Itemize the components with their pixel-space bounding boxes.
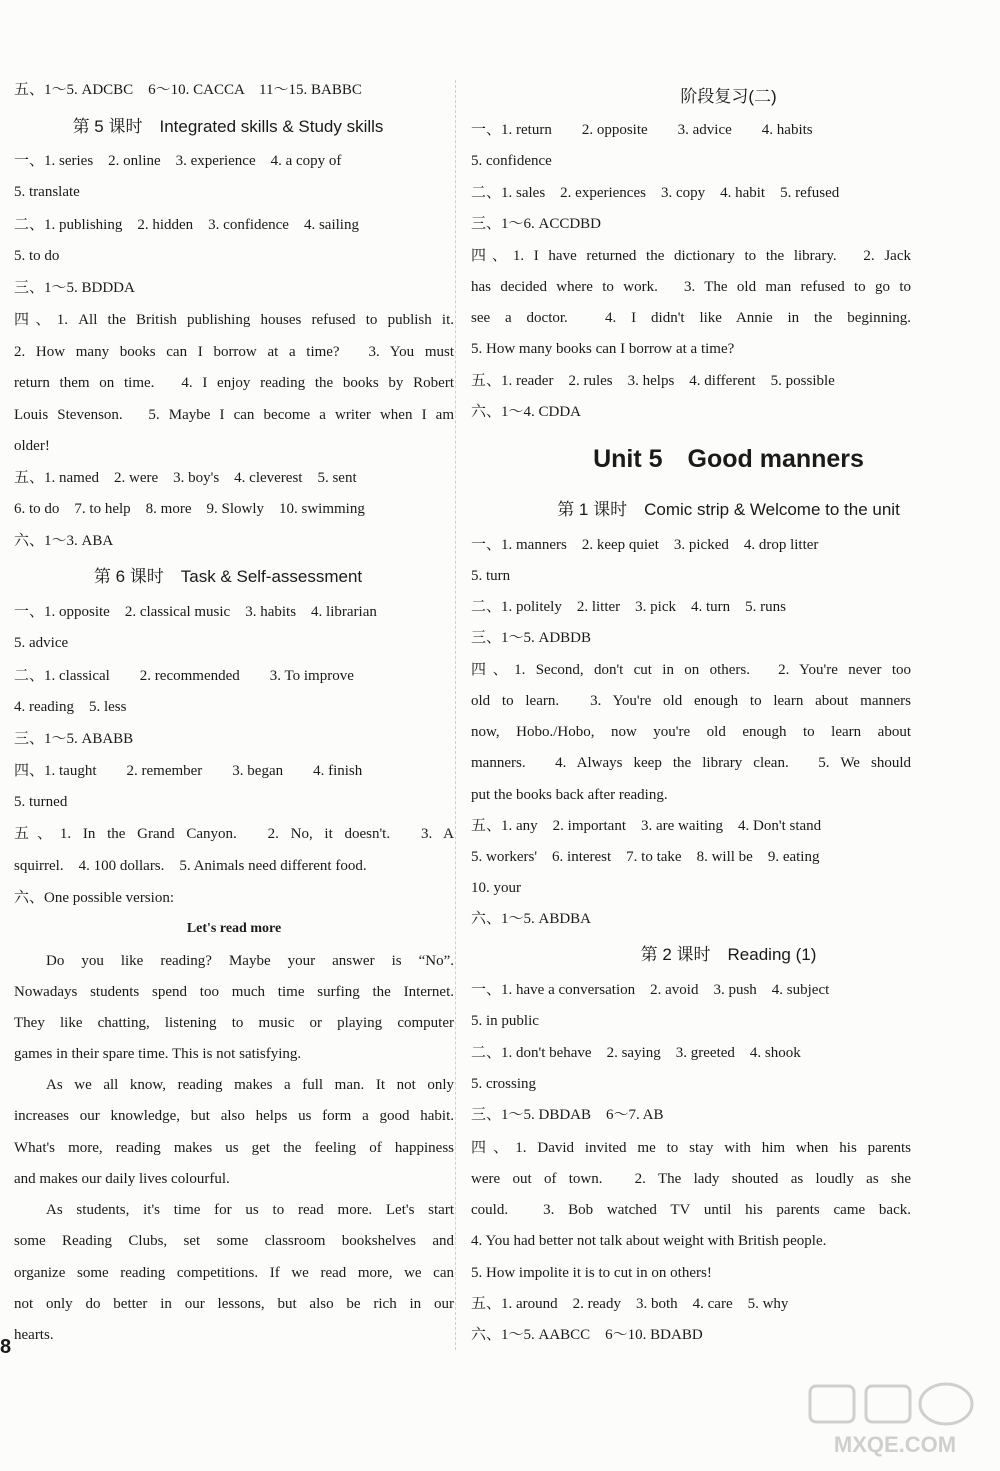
answer-line: 六、One possible version: (14, 890, 174, 906)
answer-line: 五、1. reader 2. rules 3. helps 4. different 5. possible (471, 373, 835, 389)
answer-line: 6. to do 7. to help 8. more 9. Slowly 10. swimming (14, 501, 365, 517)
answer-line: 六、1～5. ABDBA (471, 911, 592, 927)
answer-line: older! (14, 438, 50, 454)
answer-line: 三、1～5. ABABB (14, 731, 134, 747)
page-number: 8 (0, 1336, 12, 1358)
answer-line: 5. translate (14, 184, 80, 200)
answer-line: were out of town. 2. The lady shouted as loudly as she (471, 1171, 911, 1187)
answer-line: 五、1～5. ADCBC 6～10. CACCA 11～15. BABBC (14, 82, 362, 98)
answer-line: What's more, reading makes us get the feeling of happiness (14, 1140, 454, 1156)
answer-line: 三、1～6. ACCDBD (471, 216, 602, 232)
answer-line: old to learn. 3. You're old enough to learn about manners (471, 693, 911, 709)
answer-line: 四、1. taught 2. remember 3. began 4. finish (14, 763, 363, 779)
watermark-logo (800, 1380, 990, 1460)
answer-line: 4. reading 5. less (14, 699, 127, 715)
answer-line: 四、1. I have returned the dictionary to the library. 2. Jack (471, 248, 911, 264)
answer-line: 二、1. politely 2. litter 3. pick 4. turn 5. runs (471, 599, 786, 615)
section-heading: 第 2 课时 Reading (1) (640, 945, 817, 964)
answer-line: Louis Stevenson. 5. Maybe I can become a writer when I am (14, 407, 454, 423)
answer-line: 5. confidence (471, 153, 552, 169)
answer-line: As we all know, reading makes a full man. It not only (46, 1077, 454, 1093)
answer-line: 5. How many books can I borrow at a time? (471, 341, 735, 357)
answer-line: They like chatting, listening to music or playing computer (14, 1015, 454, 1031)
answer-line: increases our knowledge, but also helps us form a good habit. (14, 1108, 454, 1124)
svg-text:MXQE.COM: MXQE.COM (833, 1432, 957, 1457)
answer-line: 5. turn (471, 568, 511, 584)
answer-line: now, Hobo./Hobo, now you're old enough to learn about (471, 724, 911, 740)
answer-line: Nowadays students spend too much time surfing the Internet. (14, 984, 454, 1000)
answer-line: 六、1～4. CDDA (471, 404, 582, 420)
answer-line: see a doctor. 4. I didn't like Annie in the beginning. (471, 310, 911, 326)
answer-line: manners. 4. Always keep the library clean. 5. We should (471, 755, 911, 771)
answer-line: 二、1. classical 2. recommended 3. To improve (14, 668, 354, 684)
section-heading: 第 5 课时 Integrated skills & Study skills (72, 117, 384, 136)
answer-line: 三、1～5. BDDDA (14, 280, 135, 296)
answer-line: not only do better in our lessons, but also be rich in our (14, 1296, 454, 1312)
section-heading: 阶段复习(二) (680, 87, 777, 106)
answer-line: 五、1. In the Grand Canyon. 2. No, it doesn't. 3. A (14, 826, 454, 842)
answer-line: 六、1～5. AABCC 6～10. BDABD (471, 1327, 703, 1343)
answer-line: 5. How impolite it is to cut in on others! (471, 1265, 712, 1281)
answer-line: 5. advice (14, 635, 69, 651)
answer-line: 5. to do (14, 248, 60, 264)
answer-line: 10. your (471, 880, 521, 896)
answer-line: could. 3. Bob watched TV until his parents came back. (471, 1202, 911, 1218)
answer-line: 四、1. All the British publishing houses refused to publish it. (14, 312, 454, 328)
answer-line: 六、1～3. ABA (14, 533, 114, 549)
answer-line: 4. You had better not talk about weight with British people. (471, 1233, 827, 1249)
answer-line: 二、1. don't behave 2. saying 3. greeted 4. shook (471, 1045, 801, 1061)
column-divider (455, 80, 456, 1350)
answer-line: 5. crossing (471, 1076, 536, 1092)
answer-line: 一、1. series 2. online 3. experience 4. a copy of (14, 153, 342, 169)
answer-line: 五、1. around 2. ready 3. both 4. care 5. why (471, 1296, 789, 1312)
answer-line: Do you like reading? Maybe your answer is “No”. (46, 953, 454, 969)
answer-line: 二、1. publishing 2. hidden 3. confidence 4. sailing (14, 217, 359, 233)
section-heading: 第 6 课时 Task & Self-assessment (93, 567, 363, 586)
answer-line: 一、1. return 2. opposite 3. advice 4. habits (471, 122, 813, 138)
answer-line: return them on time. 4. I enjoy reading the books by Robert (14, 375, 454, 391)
unit-title: Unit 5 Good manners (593, 445, 864, 473)
answer-line: games in their spare time. This is not satisfying. (14, 1046, 302, 1062)
answer-line: 5. turned (14, 794, 68, 810)
answer-line: and makes our daily lives colourful. (14, 1171, 230, 1187)
answer-line: 三、1～5. DBDAB 6～7. AB (471, 1107, 664, 1123)
answer-line: 一、1. opposite 2. classical music 3. habits 4. librarian (14, 604, 377, 620)
answer-line: hearts. (14, 1327, 54, 1343)
answer-line: 2. How many books can I borrow at a time? 3. You must (14, 344, 454, 360)
answer-line: squirrel. 4. 100 dollars. 5. Animals need different food. (14, 858, 367, 874)
answer-line: 二、1. sales 2. experiences 3. copy 4. habit 5. refused (471, 185, 840, 201)
answer-line: 四、1. Second, don't cut in on others. 2. You're never too (471, 662, 911, 678)
answer-line: 一、1. manners 2. keep quiet 3. picked 4. drop litter (471, 537, 819, 553)
answer-line: 四、1. David invited me to stay with him when his parents (471, 1140, 911, 1156)
section-heading: 第 1 课时 Comic strip & Welcome to the unit (557, 500, 900, 519)
answer-line: put the books back after reading. (471, 787, 668, 803)
answer-line: As students, it's time for us to read more. Let's start (46, 1202, 454, 1218)
answer-line: 5. in public (471, 1013, 539, 1029)
answer-line: 5. workers' 6. interest 7. to take 8. will be 9. eating (471, 849, 820, 865)
answer-line: some Reading Clubs, set some classroom bookshelves and (14, 1233, 454, 1249)
answer-line: 三、1～5. ADBDB (471, 630, 592, 646)
answer-line: has decided where to work. 3. The old man refused to go to (471, 279, 911, 295)
essay-title: Let's read more (186, 921, 282, 936)
answer-line: organize some reading competitions. If we read more, we can (14, 1265, 454, 1281)
answer-line: 五、1. named 2. were 3. boy's 4. cleverest 5. sent (14, 470, 357, 486)
answer-line: 一、1. have a conversation 2. avoid 3. push 4. subject (471, 982, 830, 998)
answer-line: 五、1. any 2. important 3. are waiting 4. Don't stand (471, 818, 822, 834)
